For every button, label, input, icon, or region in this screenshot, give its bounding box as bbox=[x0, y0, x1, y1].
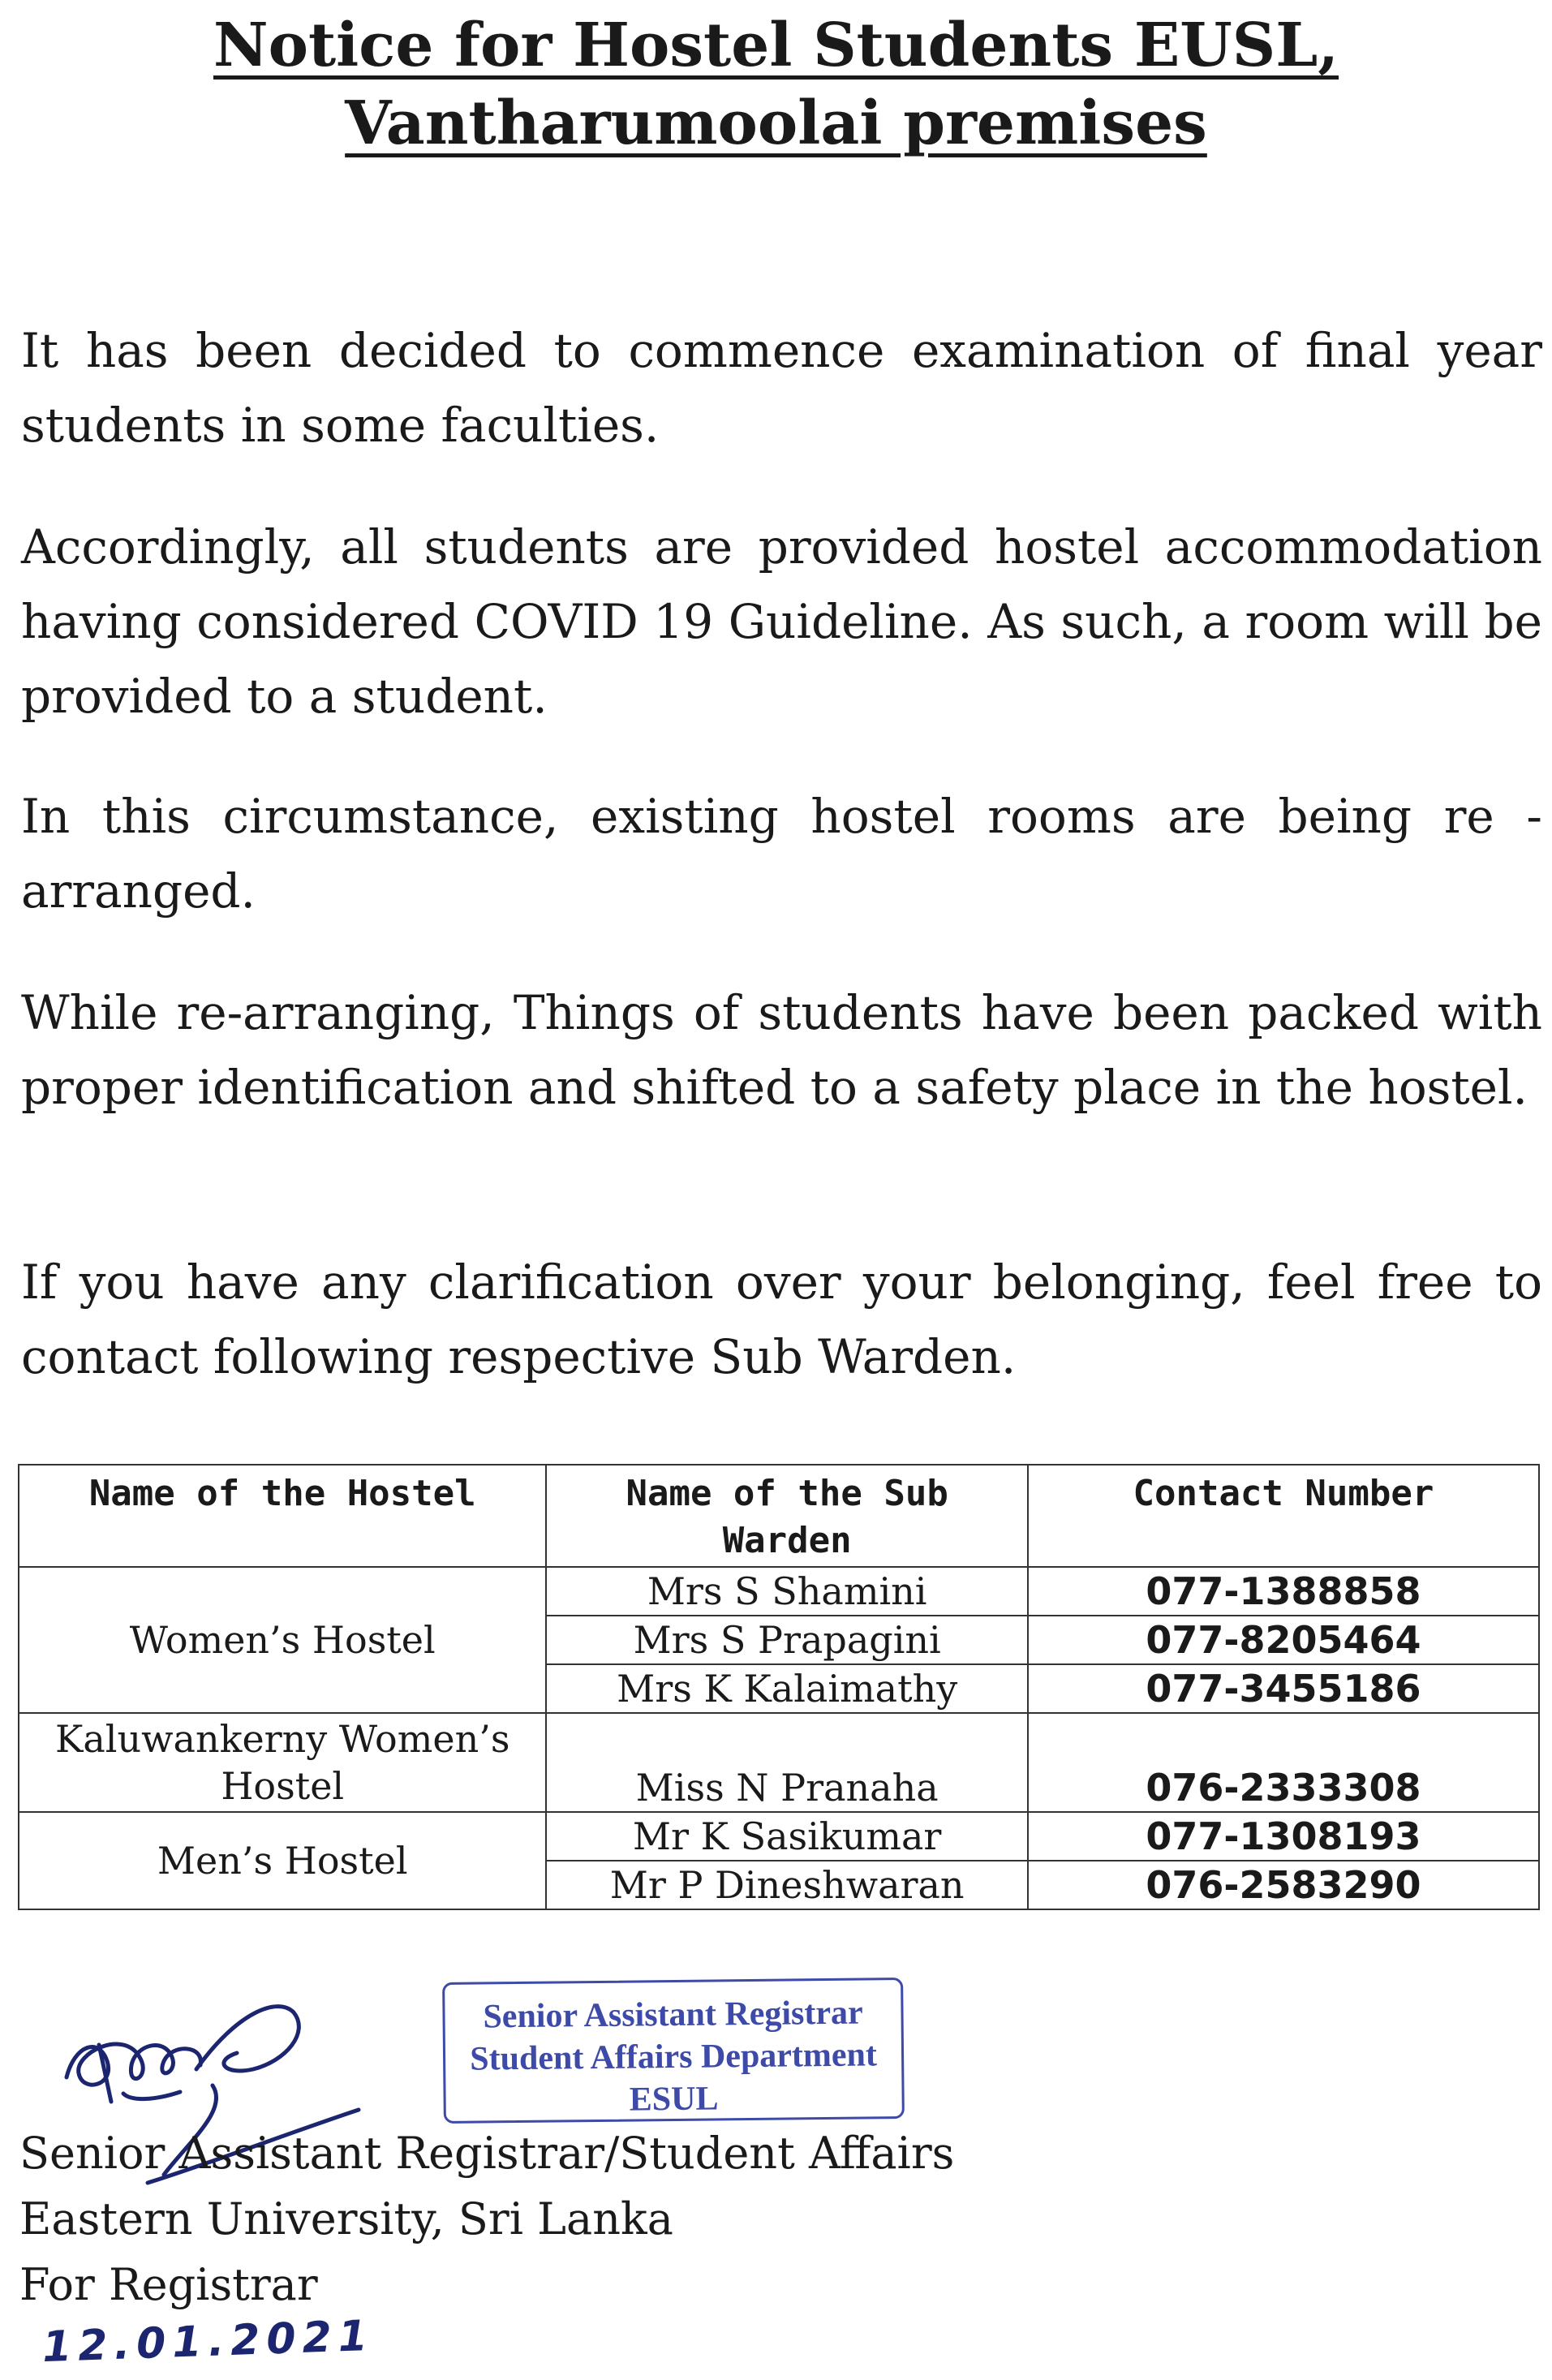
signatory-title: Senior Assistant Registrar/Student Affairs bbox=[19, 2128, 955, 2179]
stamp-line-2: Student Affairs Department bbox=[470, 2036, 878, 2078]
title-line-1: Notice for Hostel Students EUSL, bbox=[213, 11, 1339, 80]
contact-number-cell: 076-2583290 bbox=[1028, 1861, 1539, 1909]
table-row bbox=[19, 1812, 1539, 1861]
sub-warden-cell: Mrs S Prapagini bbox=[546, 1616, 1027, 1664]
hostel-name-cell: Kaluwankerny Women’s Hostel bbox=[19, 1713, 546, 1812]
table-row bbox=[19, 1713, 1539, 1812]
contact-number-cell: 076-2333308 bbox=[1028, 1713, 1539, 1812]
contact-number-cell: 077-1388858 bbox=[1028, 1567, 1539, 1616]
stamp-line-3: ESUL bbox=[629, 2080, 719, 2119]
university-name: Eastern University, Sri Lanka bbox=[19, 2193, 673, 2244]
notice-title bbox=[0, 6, 1552, 162]
hostel-name-cell: Men’s Hostel bbox=[19, 1812, 546, 1909]
table-header-row bbox=[19, 1465, 1539, 1567]
paragraph-belongings-shifted: While re-arranging, Things of students have been packed with proper identification and shifted to a safety place in the hostel. bbox=[21, 985, 1542, 1115]
paragraph-rearranged: In this circumstance, existing hostel rooms are being re - arranged. bbox=[21, 789, 1542, 919]
header-sub-warden-name: Name of the Sub Warden bbox=[546, 1465, 1027, 1567]
paragraph-clarification: If you have any clarification over your belonging, feel free to contact following respective Sub Warden. bbox=[21, 1255, 1542, 1384]
sub-warden-cell: Mr P Dineshwaran bbox=[546, 1861, 1027, 1909]
handwritten-date: 12.01.2021 bbox=[41, 2311, 375, 2373]
sub-warden-cell: Mrs S Shamini bbox=[546, 1567, 1027, 1616]
contact-number-cell: 077-1308193 bbox=[1028, 1812, 1539, 1861]
sub-warden-cell: Mr K Sasikumar bbox=[546, 1812, 1027, 1861]
sub-warden-table bbox=[18, 1464, 1540, 1910]
paragraph-examination: It has been decided to commence examination of final year students in some faculties. bbox=[21, 323, 1542, 453]
contact-number-cell: 077-8205464 bbox=[1028, 1616, 1539, 1664]
sub-warden-cell: Mrs K Kalaimathy bbox=[546, 1664, 1027, 1713]
official-stamp bbox=[442, 1978, 905, 2124]
contact-number-cell: 077-3455186 bbox=[1028, 1664, 1539, 1713]
header-contact-number: Contact Number bbox=[1028, 1465, 1539, 1567]
header-hostel-name: Name of the Hostel bbox=[19, 1465, 546, 1567]
hostel-name-cell: Women’s Hostel bbox=[19, 1567, 546, 1713]
sub-warden-cell: Miss N Pranaha bbox=[546, 1713, 1027, 1812]
for-registrar: For Registrar bbox=[19, 2259, 318, 2310]
stamp-line-1: Senior Assistant Registrar bbox=[483, 1994, 863, 2036]
table-row bbox=[19, 1567, 1539, 1616]
title-line-2: Vantharumoolai premises bbox=[345, 88, 1207, 158]
paragraph-accommodation: Accordingly, all students are provided hostel accommodation having considered COVID 19 Guideline. As such, a room will be provided to a student. bbox=[21, 519, 1542, 724]
